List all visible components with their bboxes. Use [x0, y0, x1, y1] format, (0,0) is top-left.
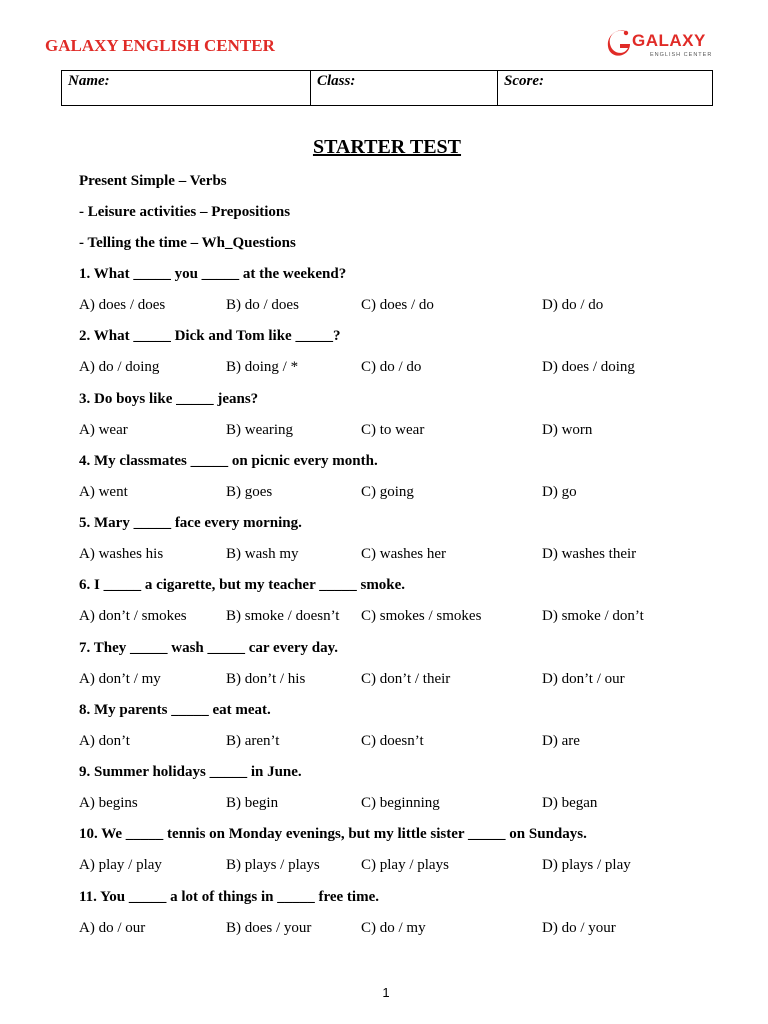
topic-line: Present Simple – Verbs [79, 173, 227, 189]
question-text: 8. My parents _____ eat meat. [79, 702, 271, 718]
option-d[interactable]: D) are [542, 733, 580, 749]
test-title: STARTER TEST [312, 136, 462, 158]
option-d[interactable]: D) plays / play [542, 857, 631, 873]
center-name: GALAXY ENGLISH CENTER [45, 36, 275, 55]
option-b[interactable]: B) wash my [226, 546, 299, 562]
question-text: 11. You _____ a lot of things in _____ free time. [79, 889, 379, 905]
option-a[interactable]: A) washes his [79, 546, 164, 562]
option-b[interactable]: B) aren’t [226, 733, 280, 749]
option-a[interactable]: A) went [79, 484, 128, 500]
question-text: 6. I _____ a cigarette, but my teacher _____ smoke. [79, 577, 406, 593]
option-c[interactable]: C) don’t / their [361, 671, 451, 687]
option-b[interactable]: B) smoke / doesn’t [226, 608, 340, 624]
question-text: 1. What _____ you _____ at the weekend? [79, 266, 347, 282]
option-b[interactable]: B) plays / plays [226, 857, 320, 873]
option-b[interactable]: B) do / does [226, 297, 299, 313]
option-c[interactable]: C) washes her [361, 546, 446, 562]
option-d[interactable]: D) began [542, 795, 598, 811]
option-d[interactable]: D) washes their [542, 546, 637, 562]
class-label: Class: [317, 73, 356, 89]
option-b[interactable]: B) does / your [226, 920, 312, 936]
galaxy-logo [606, 28, 716, 60]
question-text: 5. Mary _____ face every morning. [79, 515, 302, 531]
option-a[interactable]: A) do / our [79, 920, 146, 936]
option-d[interactable]: D) worn [542, 422, 593, 438]
option-b[interactable]: B) begin [226, 795, 279, 811]
option-b[interactable]: B) doing / * [226, 359, 299, 375]
option-a[interactable]: A) do / doing [79, 359, 160, 375]
option-c[interactable]: C) does / do [361, 297, 434, 313]
option-d[interactable]: D) do / do [542, 297, 604, 313]
option-a[interactable]: A) begins [79, 795, 138, 811]
score-cell[interactable] [498, 71, 713, 106]
question-text: 7. They _____ wash _____ car every day. [79, 640, 339, 656]
class-cell[interactable] [311, 71, 498, 106]
option-c[interactable]: C) beginning [361, 795, 440, 811]
student-info-table [61, 70, 713, 106]
topic-line: - Leisure activities – Prepositions [79, 204, 291, 220]
option-c[interactable]: C) to wear [361, 422, 425, 438]
galaxy-swirl-icon [606, 28, 632, 58]
question-text: 2. What _____ Dick and Tom like _____? [79, 328, 341, 344]
option-d[interactable]: D) go [542, 484, 577, 500]
option-c[interactable]: C) do / do [361, 359, 422, 375]
name-label: Name: [68, 73, 110, 89]
option-d[interactable]: D) do / your [542, 920, 616, 936]
option-b[interactable]: B) goes [226, 484, 273, 500]
name-cell[interactable] [62, 71, 311, 106]
option-d[interactable]: D) does / doing [542, 359, 635, 375]
option-b[interactable]: B) don’t / his [226, 671, 306, 687]
logo-subtext: ENGLISH CENTER [650, 52, 713, 58]
question-text: 3. Do boys like _____ jeans? [79, 391, 259, 407]
option-d[interactable]: D) smoke / don’t [542, 608, 644, 624]
option-a[interactable]: A) don’t / smokes [79, 608, 187, 624]
option-a[interactable]: A) don’t [79, 733, 130, 749]
question-text: 10. We _____ tennis on Monday evenings, but my little sister _____ on Sundays. [79, 826, 587, 842]
option-c[interactable]: C) doesn’t [361, 733, 424, 749]
option-a[interactable]: A) don’t / my [79, 671, 161, 687]
page-number: 1 [382, 985, 390, 1000]
option-c[interactable]: C) play / plays [361, 857, 449, 873]
option-a[interactable]: A) does / does [79, 297, 166, 313]
logo-text: GALAXY [632, 31, 706, 50]
question-text: 9. Summer holidays _____ in June. [79, 764, 302, 780]
option-a[interactable]: A) wear [79, 422, 128, 438]
option-c[interactable]: C) going [361, 484, 414, 500]
option-a[interactable]: A) play / play [79, 857, 162, 873]
question-text: 4. My classmates _____ on picnic every month. [79, 453, 378, 469]
option-c[interactable]: C) smokes / smokes [361, 608, 482, 624]
option-d[interactable]: D) don’t / our [542, 671, 625, 687]
score-label: Score: [504, 73, 544, 89]
option-b[interactable]: B) wearing [226, 422, 294, 438]
topic-line: - Telling the time – Wh_Questions [79, 235, 296, 251]
option-c[interactable]: C) do / my [361, 920, 426, 936]
